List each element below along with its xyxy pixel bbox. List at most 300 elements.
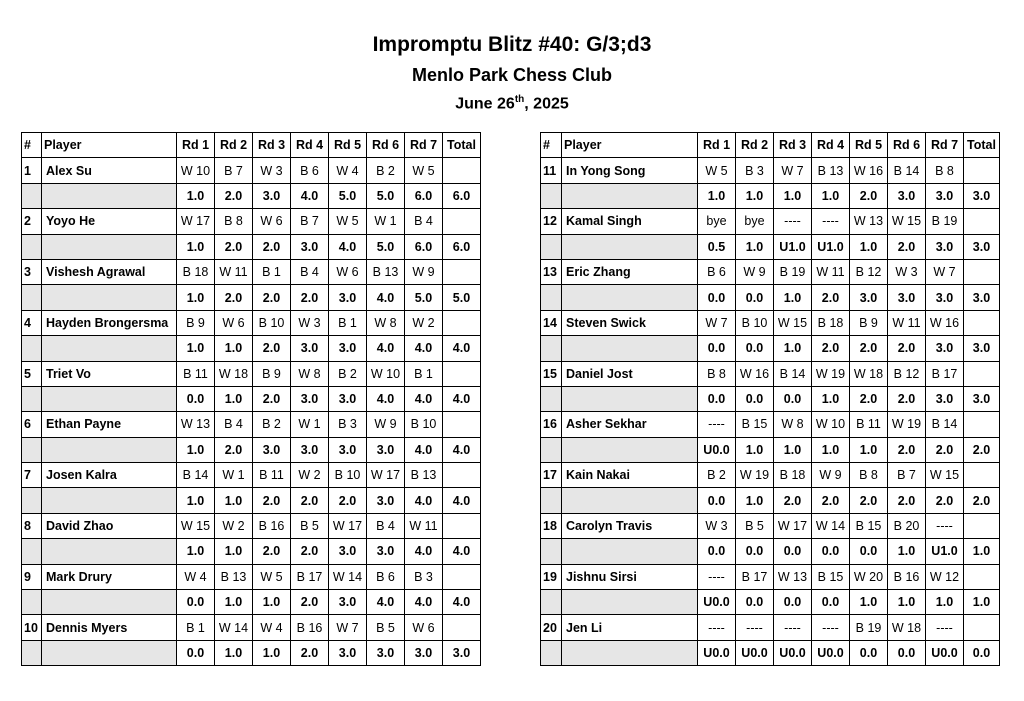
round-result: B 14 bbox=[926, 412, 964, 437]
round-result: W 19 bbox=[736, 463, 774, 488]
round-result: B 6 bbox=[698, 259, 736, 284]
round-result: W 8 bbox=[774, 412, 812, 437]
cumulative-score: 5.0 bbox=[405, 285, 443, 310]
cumulative-score: 1.0 bbox=[177, 234, 215, 259]
round-result: B 17 bbox=[926, 361, 964, 386]
cumulative-score: 2.0 bbox=[888, 437, 926, 462]
player-number: 6 bbox=[22, 412, 42, 437]
total-blank bbox=[443, 412, 481, 437]
cumulative-score: 2.0 bbox=[291, 488, 329, 513]
score-blank bbox=[42, 590, 177, 615]
cumulative-score: 2.0 bbox=[253, 234, 291, 259]
cumulative-score: 6.0 bbox=[405, 234, 443, 259]
total-blank bbox=[443, 564, 481, 589]
date-main: June 26 bbox=[455, 95, 515, 113]
cumulative-score: 0.0 bbox=[736, 336, 774, 361]
round-result: W 7 bbox=[774, 158, 812, 183]
total-score: 4.0 bbox=[443, 437, 481, 462]
player-row bbox=[541, 209, 1000, 234]
cumulative-score: 3.0 bbox=[367, 437, 405, 462]
round-result: bye bbox=[698, 209, 736, 234]
cumulative-score: 2.0 bbox=[253, 539, 291, 564]
cumulative-score: 4.0 bbox=[367, 590, 405, 615]
cumulative-score: 1.0 bbox=[177, 285, 215, 310]
round-result: B 1 bbox=[329, 310, 367, 335]
player-name: Carolyn Travis bbox=[562, 513, 698, 538]
cumulative-score: 2.0 bbox=[926, 437, 964, 462]
cumulative-score: U0.0 bbox=[926, 640, 964, 665]
player-number: 5 bbox=[22, 361, 42, 386]
cumulative-score: 3.0 bbox=[367, 539, 405, 564]
total-blank bbox=[964, 513, 1000, 538]
total-score: 4.0 bbox=[443, 539, 481, 564]
total-blank bbox=[964, 158, 1000, 183]
player-row bbox=[22, 615, 481, 640]
total-blank bbox=[964, 209, 1000, 234]
cumulative-score: 2.0 bbox=[215, 437, 253, 462]
cumulative-score: 5.0 bbox=[329, 183, 367, 208]
cumulative-score: 0.0 bbox=[812, 590, 850, 615]
total-score: 5.0 bbox=[443, 285, 481, 310]
header-cell: Rd 2 bbox=[215, 133, 253, 158]
cumulative-score: 1.0 bbox=[850, 234, 888, 259]
cumulative-score: 2.0 bbox=[812, 336, 850, 361]
total-blank bbox=[443, 361, 481, 386]
round-result: W 15 bbox=[926, 463, 964, 488]
total-blank bbox=[964, 361, 1000, 386]
total-blank bbox=[443, 259, 481, 284]
total-score: 0.0 bbox=[964, 640, 1000, 665]
round-result: W 9 bbox=[812, 463, 850, 488]
round-result: W 10 bbox=[812, 412, 850, 437]
header-cell: Rd 6 bbox=[888, 133, 926, 158]
cumulative-score: 1.0 bbox=[736, 488, 774, 513]
player-number: 7 bbox=[22, 463, 42, 488]
score-row bbox=[541, 590, 1000, 615]
player-number: 17 bbox=[541, 463, 562, 488]
date-year: , 2025 bbox=[524, 95, 569, 113]
total-blank bbox=[964, 310, 1000, 335]
score-blank bbox=[541, 183, 562, 208]
score-row bbox=[541, 640, 1000, 665]
round-result: ---- bbox=[698, 412, 736, 437]
round-result: W 6 bbox=[215, 310, 253, 335]
cumulative-score: 0.0 bbox=[888, 640, 926, 665]
total-blank bbox=[964, 615, 1000, 640]
cumulative-score: 3.0 bbox=[850, 285, 888, 310]
cumulative-score: 2.0 bbox=[329, 488, 367, 513]
round-result: B 7 bbox=[888, 463, 926, 488]
header-cell: # bbox=[541, 133, 562, 158]
round-result: W 15 bbox=[774, 310, 812, 335]
round-result: B 14 bbox=[177, 463, 215, 488]
round-result: B 15 bbox=[850, 513, 888, 538]
cumulative-score: 0.0 bbox=[774, 590, 812, 615]
cumulative-score: 3.0 bbox=[926, 386, 964, 411]
cumulative-score: 3.0 bbox=[926, 285, 964, 310]
cumulative-score: 0.0 bbox=[177, 386, 215, 411]
header-cell: Player bbox=[562, 133, 698, 158]
round-result: B 14 bbox=[774, 361, 812, 386]
header-row bbox=[22, 133, 481, 158]
round-result: W 19 bbox=[888, 412, 926, 437]
score-blank bbox=[22, 437, 42, 462]
cumulative-score: 4.0 bbox=[405, 386, 443, 411]
round-result: B 3 bbox=[405, 564, 443, 589]
cumulative-score: 2.0 bbox=[850, 386, 888, 411]
cumulative-score: 1.0 bbox=[177, 336, 215, 361]
cumulative-score: 1.0 bbox=[736, 437, 774, 462]
round-result: B 6 bbox=[291, 158, 329, 183]
round-result: W 7 bbox=[926, 259, 964, 284]
cumulative-score: 0.0 bbox=[177, 590, 215, 615]
date-suffix: th bbox=[514, 94, 525, 105]
cumulative-score: 4.0 bbox=[405, 437, 443, 462]
cumulative-score: 4.0 bbox=[367, 386, 405, 411]
round-result: B 13 bbox=[367, 259, 405, 284]
cumulative-score: 0.0 bbox=[774, 539, 812, 564]
header-cell: Rd 4 bbox=[812, 133, 850, 158]
round-result: B 4 bbox=[291, 259, 329, 284]
header-cell: Total bbox=[443, 133, 481, 158]
total-score: 3.0 bbox=[443, 640, 481, 665]
cumulative-score: 3.0 bbox=[926, 183, 964, 208]
header-cell: Rd 1 bbox=[698, 133, 736, 158]
cumulative-score: 1.0 bbox=[812, 386, 850, 411]
score-blank bbox=[22, 488, 42, 513]
score-blank bbox=[541, 640, 562, 665]
round-result: W 19 bbox=[812, 361, 850, 386]
cumulative-score: 2.0 bbox=[291, 285, 329, 310]
player-row bbox=[541, 463, 1000, 488]
player-row bbox=[22, 259, 481, 284]
player-name: Hayden Brongersma bbox=[42, 310, 177, 335]
cumulative-score: 2.0 bbox=[774, 488, 812, 513]
round-result: W 6 bbox=[329, 259, 367, 284]
round-result: W 18 bbox=[850, 361, 888, 386]
cumulative-score: 3.0 bbox=[291, 386, 329, 411]
round-result: W 15 bbox=[888, 209, 926, 234]
cumulative-score: 5.0 bbox=[367, 234, 405, 259]
total-blank bbox=[443, 158, 481, 183]
round-result: B 5 bbox=[291, 513, 329, 538]
cumulative-score: 0.0 bbox=[736, 539, 774, 564]
player-name: Vishesh Agrawal bbox=[42, 259, 177, 284]
score-blank bbox=[42, 336, 177, 361]
round-result: B 7 bbox=[215, 158, 253, 183]
player-name: Dennis Myers bbox=[42, 615, 177, 640]
cumulative-score: 1.0 bbox=[812, 183, 850, 208]
player-name: Asher Sekhar bbox=[562, 412, 698, 437]
cumulative-score: 1.0 bbox=[215, 590, 253, 615]
cumulative-score: 2.0 bbox=[812, 488, 850, 513]
cumulative-score: U1.0 bbox=[926, 539, 964, 564]
score-row bbox=[541, 539, 1000, 564]
cumulative-score: 1.0 bbox=[774, 437, 812, 462]
cumulative-score: 2.0 bbox=[812, 285, 850, 310]
round-result: B 4 bbox=[367, 513, 405, 538]
header-cell: Rd 4 bbox=[291, 133, 329, 158]
cumulative-score: 4.0 bbox=[405, 488, 443, 513]
player-number: 12 bbox=[541, 209, 562, 234]
round-result: B 8 bbox=[926, 158, 964, 183]
player-number: 19 bbox=[541, 564, 562, 589]
round-result: W 14 bbox=[215, 615, 253, 640]
round-result: W 13 bbox=[850, 209, 888, 234]
cumulative-score: 3.0 bbox=[329, 590, 367, 615]
round-result: W 6 bbox=[253, 209, 291, 234]
cumulative-score: 2.0 bbox=[253, 336, 291, 361]
cumulative-score: 1.0 bbox=[812, 437, 850, 462]
header-cell: Rd 1 bbox=[177, 133, 215, 158]
total-score: 6.0 bbox=[443, 234, 481, 259]
cumulative-score: 0.0 bbox=[774, 386, 812, 411]
round-result: W 2 bbox=[215, 513, 253, 538]
cumulative-score: 1.0 bbox=[177, 488, 215, 513]
player-number: 11 bbox=[541, 158, 562, 183]
cumulative-score: U0.0 bbox=[698, 640, 736, 665]
score-blank bbox=[541, 336, 562, 361]
round-result: B 9 bbox=[850, 310, 888, 335]
round-result: B 4 bbox=[215, 412, 253, 437]
header-cell: Rd 7 bbox=[926, 133, 964, 158]
round-result: B 13 bbox=[215, 564, 253, 589]
round-result: W 8 bbox=[291, 361, 329, 386]
score-blank bbox=[22, 336, 42, 361]
cumulative-score: 3.0 bbox=[291, 336, 329, 361]
cumulative-score: 2.0 bbox=[291, 590, 329, 615]
cumulative-score: 0.0 bbox=[698, 539, 736, 564]
cumulative-score: 3.0 bbox=[291, 234, 329, 259]
cumulative-score: U0.0 bbox=[698, 437, 736, 462]
round-result: W 4 bbox=[177, 564, 215, 589]
cumulative-score: 1.0 bbox=[253, 590, 291, 615]
round-result: B 2 bbox=[367, 158, 405, 183]
round-result: W 10 bbox=[367, 361, 405, 386]
cumulative-score: 1.0 bbox=[774, 183, 812, 208]
cumulative-score: 1.0 bbox=[926, 590, 964, 615]
round-result: W 5 bbox=[698, 158, 736, 183]
round-result: W 18 bbox=[888, 615, 926, 640]
header-cell: Player bbox=[42, 133, 177, 158]
total-blank bbox=[443, 615, 481, 640]
cumulative-score: 1.0 bbox=[177, 437, 215, 462]
score-row bbox=[22, 336, 481, 361]
cumulative-score: 2.0 bbox=[253, 285, 291, 310]
round-result: W 5 bbox=[405, 158, 443, 183]
score-row bbox=[22, 640, 481, 665]
cumulative-score: 1.0 bbox=[736, 234, 774, 259]
cumulative-score: 3.0 bbox=[329, 640, 367, 665]
score-blank bbox=[42, 285, 177, 310]
round-result: B 5 bbox=[367, 615, 405, 640]
cumulative-score: 6.0 bbox=[405, 183, 443, 208]
score-row bbox=[22, 437, 481, 462]
score-row bbox=[541, 183, 1000, 208]
player-row bbox=[541, 310, 1000, 335]
cumulative-score: 1.0 bbox=[215, 488, 253, 513]
cumulative-score: 1.0 bbox=[177, 183, 215, 208]
player-row bbox=[22, 158, 481, 183]
total-blank bbox=[443, 209, 481, 234]
round-result: W 3 bbox=[698, 513, 736, 538]
round-result: B 19 bbox=[850, 615, 888, 640]
score-blank bbox=[541, 386, 562, 411]
cumulative-score: 2.0 bbox=[215, 234, 253, 259]
cumulative-score: 1.0 bbox=[698, 183, 736, 208]
score-blank bbox=[42, 183, 177, 208]
round-result: W 9 bbox=[405, 259, 443, 284]
round-result: B 17 bbox=[291, 564, 329, 589]
round-result: W 11 bbox=[215, 259, 253, 284]
round-result: B 12 bbox=[888, 361, 926, 386]
cumulative-score: 4.0 bbox=[405, 539, 443, 564]
round-result: W 11 bbox=[888, 310, 926, 335]
total-blank bbox=[964, 259, 1000, 284]
round-result: B 18 bbox=[812, 310, 850, 335]
cumulative-score: 4.0 bbox=[291, 183, 329, 208]
score-blank bbox=[562, 590, 698, 615]
round-result: W 17 bbox=[774, 513, 812, 538]
score-blank bbox=[562, 488, 698, 513]
total-score: 3.0 bbox=[964, 183, 1000, 208]
round-result: W 15 bbox=[177, 513, 215, 538]
header-cell: Rd 7 bbox=[405, 133, 443, 158]
player-name: Ethan Payne bbox=[42, 412, 177, 437]
score-row bbox=[22, 183, 481, 208]
round-result: W 17 bbox=[367, 463, 405, 488]
round-result: W 1 bbox=[291, 412, 329, 437]
round-result: W 11 bbox=[812, 259, 850, 284]
player-name: Jishnu Sirsi bbox=[562, 564, 698, 589]
total-score: 4.0 bbox=[443, 590, 481, 615]
player-name: Jen Li bbox=[562, 615, 698, 640]
crosstable-right bbox=[540, 132, 1000, 666]
cumulative-score: 0.0 bbox=[698, 285, 736, 310]
player-number: 8 bbox=[22, 513, 42, 538]
round-result: B 11 bbox=[850, 412, 888, 437]
round-result: W 17 bbox=[177, 209, 215, 234]
total-blank bbox=[443, 463, 481, 488]
round-result: B 4 bbox=[405, 209, 443, 234]
player-number: 18 bbox=[541, 513, 562, 538]
cumulative-score: 0.0 bbox=[698, 386, 736, 411]
round-result: B 9 bbox=[177, 310, 215, 335]
cumulative-score: 1.0 bbox=[774, 336, 812, 361]
score-blank bbox=[562, 285, 698, 310]
cumulative-score: 2.0 bbox=[888, 488, 926, 513]
player-number: 9 bbox=[22, 564, 42, 589]
round-result: B 18 bbox=[774, 463, 812, 488]
round-result: B 19 bbox=[926, 209, 964, 234]
cumulative-score: U0.0 bbox=[736, 640, 774, 665]
score-blank bbox=[22, 285, 42, 310]
round-result: B 8 bbox=[215, 209, 253, 234]
cumulative-score: 0.0 bbox=[812, 539, 850, 564]
score-row bbox=[541, 437, 1000, 462]
player-row bbox=[541, 513, 1000, 538]
round-result: W 7 bbox=[698, 310, 736, 335]
cumulative-score: 0.0 bbox=[698, 336, 736, 361]
cumulative-score: 4.0 bbox=[367, 285, 405, 310]
round-result: W 7 bbox=[329, 615, 367, 640]
cumulative-score: 4.0 bbox=[367, 336, 405, 361]
total-score: 4.0 bbox=[443, 488, 481, 513]
round-result: ---- bbox=[774, 209, 812, 234]
player-name: Triet Vo bbox=[42, 361, 177, 386]
score-blank bbox=[541, 539, 562, 564]
round-result: W 6 bbox=[405, 615, 443, 640]
round-result: B 10 bbox=[405, 412, 443, 437]
total-score: 1.0 bbox=[964, 539, 1000, 564]
cumulative-score: 0.0 bbox=[177, 640, 215, 665]
round-result: W 18 bbox=[215, 361, 253, 386]
club-name: Menlo Park Chess Club bbox=[411, 65, 613, 85]
round-result: B 3 bbox=[736, 158, 774, 183]
round-result: B 17 bbox=[736, 564, 774, 589]
round-result: W 16 bbox=[926, 310, 964, 335]
score-blank bbox=[562, 336, 698, 361]
event-date bbox=[0, 94, 1024, 113]
round-result: W 8 bbox=[367, 310, 405, 335]
header-cell: Rd 3 bbox=[253, 133, 291, 158]
total-score: 2.0 bbox=[964, 437, 1000, 462]
round-result: W 16 bbox=[850, 158, 888, 183]
cumulative-score: 3.0 bbox=[926, 234, 964, 259]
cumulative-score: 3.0 bbox=[367, 640, 405, 665]
score-blank bbox=[22, 234, 42, 259]
score-blank bbox=[562, 234, 698, 259]
player-number: 4 bbox=[22, 310, 42, 335]
header-cell: Rd 5 bbox=[329, 133, 367, 158]
round-result: bye bbox=[736, 209, 774, 234]
round-result: B 1 bbox=[405, 361, 443, 386]
score-row bbox=[22, 285, 481, 310]
player-name: David Zhao bbox=[42, 513, 177, 538]
player-row bbox=[22, 463, 481, 488]
round-result: W 3 bbox=[888, 259, 926, 284]
total-score: 4.0 bbox=[443, 336, 481, 361]
header-cell: Rd 2 bbox=[736, 133, 774, 158]
round-result: W 3 bbox=[253, 158, 291, 183]
cumulative-score: 2.0 bbox=[850, 336, 888, 361]
cumulative-score: 5.0 bbox=[367, 183, 405, 208]
cumulative-score: 2.0 bbox=[253, 488, 291, 513]
cumulative-score: 3.0 bbox=[329, 386, 367, 411]
round-result: W 9 bbox=[367, 412, 405, 437]
player-name: Alex Su bbox=[42, 158, 177, 183]
round-result: W 16 bbox=[736, 361, 774, 386]
round-result: B 20 bbox=[888, 513, 926, 538]
player-number: 1 bbox=[22, 158, 42, 183]
round-result: W 13 bbox=[177, 412, 215, 437]
score-blank bbox=[42, 234, 177, 259]
round-result: W 14 bbox=[329, 564, 367, 589]
round-result: B 9 bbox=[253, 361, 291, 386]
total-score: 1.0 bbox=[964, 590, 1000, 615]
cumulative-score: 4.0 bbox=[329, 234, 367, 259]
total-score: 4.0 bbox=[443, 386, 481, 411]
score-blank bbox=[22, 590, 42, 615]
round-result: B 18 bbox=[177, 259, 215, 284]
score-row bbox=[541, 386, 1000, 411]
score-blank bbox=[562, 386, 698, 411]
round-result: B 11 bbox=[253, 463, 291, 488]
round-result: ---- bbox=[774, 615, 812, 640]
player-number: 15 bbox=[541, 361, 562, 386]
round-result: W 11 bbox=[405, 513, 443, 538]
cumulative-score: 0.0 bbox=[736, 590, 774, 615]
